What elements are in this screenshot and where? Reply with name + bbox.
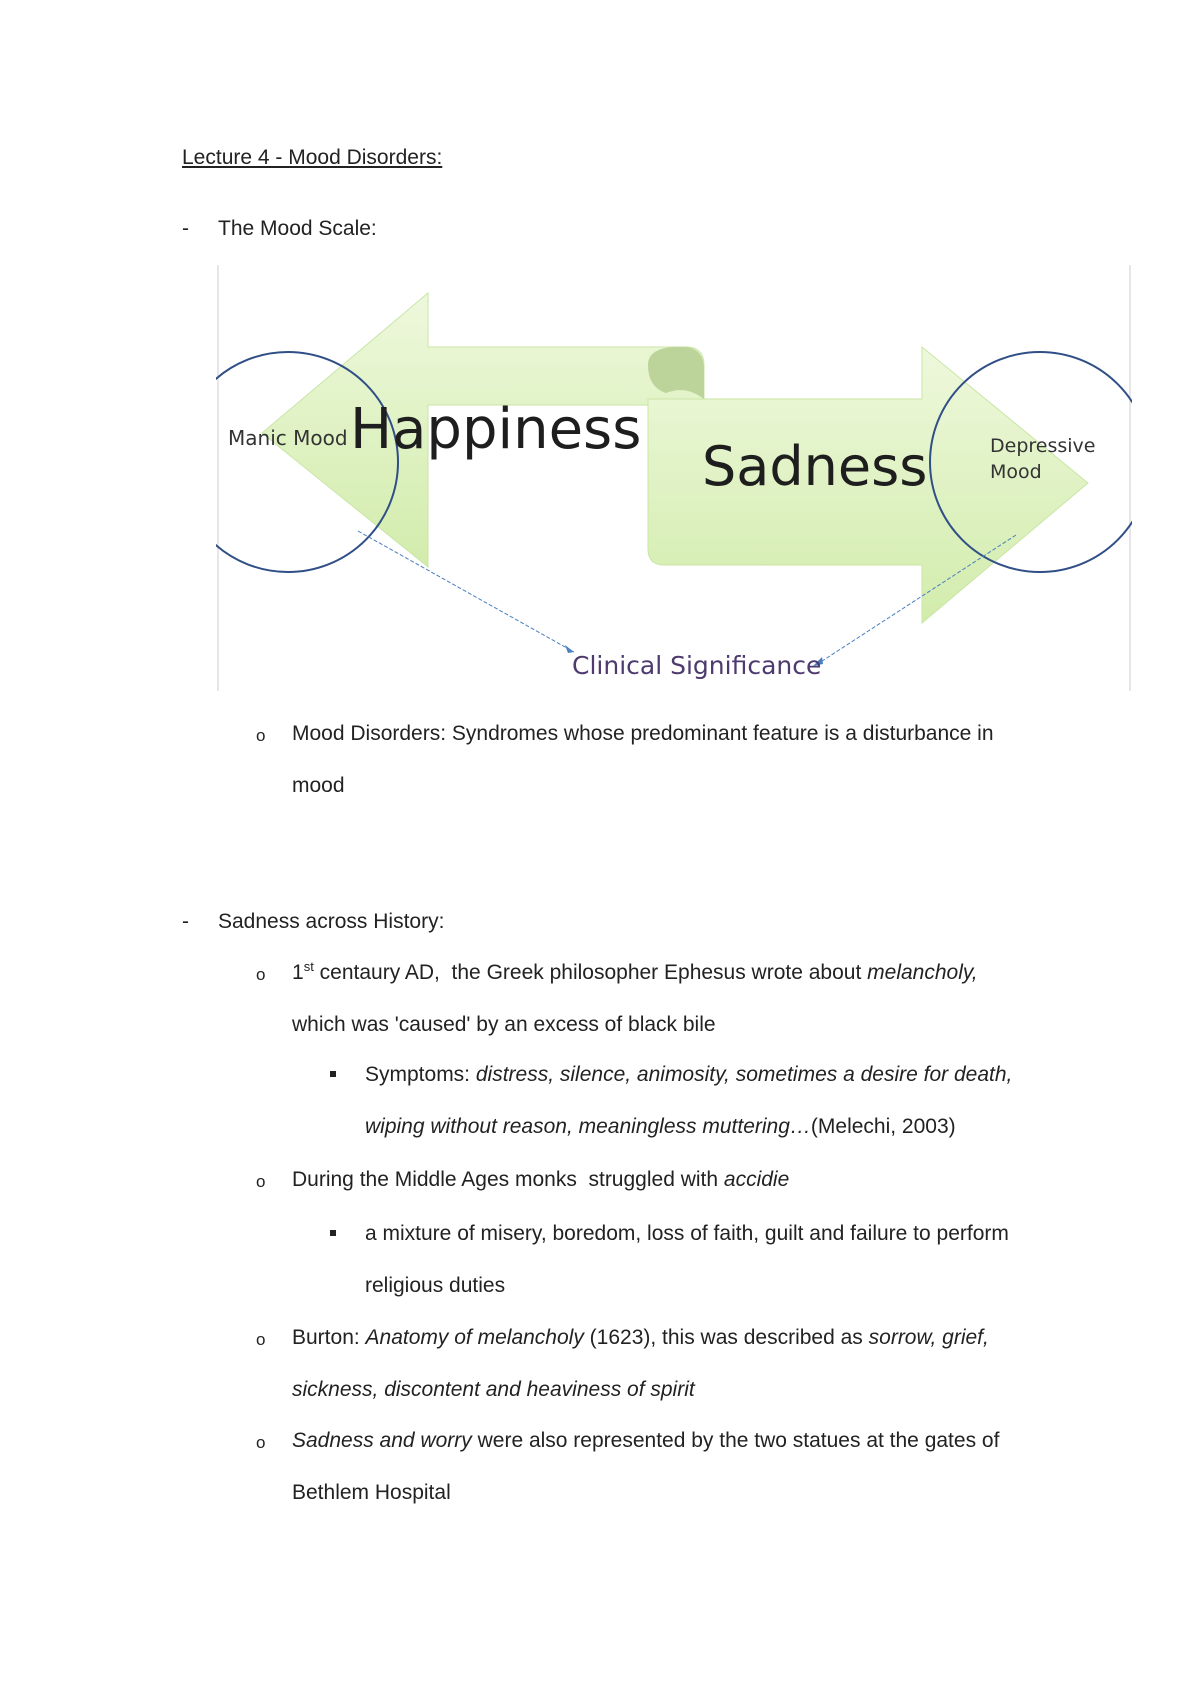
section-heading-mood-scale: The Mood Scale: <box>218 217 377 240</box>
history-item-3 <box>292 1326 989 1350</box>
happiness-label: Happiness <box>350 397 642 462</box>
item2-italic: accidie <box>723 1168 790 1191</box>
symptoms-line-1 <box>365 1063 1012 1087</box>
item4-text: were also represented by the two statues at the gates of <box>471 1429 1000 1452</box>
clinical-significance-label: Clinical Significance <box>572 651 822 680</box>
item4-italic: Sadness and worry <box>292 1429 472 1452</box>
item3-italic-end: sorrow, grief, <box>868 1326 989 1349</box>
sadness-label: Sadness <box>702 435 928 498</box>
accidie-line-1: a mixture of misery, boredom, loss of faith, guilt and failure to perform <box>365 1222 1009 1245</box>
item2-text: During the Middle Ages monks struggled with <box>292 1168 724 1191</box>
dash-bullet: - <box>182 217 189 240</box>
dash-bullet: - <box>182 910 189 933</box>
page-title: Lecture 4 - Mood Disorders: <box>182 146 443 169</box>
history-item-4-line2: Bethlem Hospital <box>292 1481 451 1504</box>
connector-left <box>358 531 574 652</box>
item3-middle: (1623), this was described as <box>583 1326 869 1349</box>
symptoms-italic-1: distress, silence, animosity, sometimes a desire for death, <box>475 1063 1013 1086</box>
history-item-2 <box>292 1168 789 1192</box>
circle-bullet: o <box>256 965 266 984</box>
square-bullet <box>330 1071 336 1077</box>
item1-italic: melancholy, <box>867 961 978 984</box>
item3-line2-italic: sickness, discontent and heaviness of spirit <box>292 1378 695 1401</box>
item1-text: centaury AD, the Greek philosopher Ephesus wrote about <box>313 961 868 984</box>
symptoms-italic-2: wiping without reason, meaningless muttering… <box>365 1115 811 1138</box>
circle-bullet: o <box>256 726 266 745</box>
depressive-label-line2: Mood <box>990 461 1042 483</box>
history-item-3-line2 <box>292 1378 695 1402</box>
definition-line-1: Mood Disorders: Syndromes whose predominant feature is a disturbance in <box>292 722 994 745</box>
depressive-label-line1: Depressive <box>990 435 1096 457</box>
mood-scale-diagram <box>216 265 1132 691</box>
circle-bullet: o <box>256 1330 266 1349</box>
history-item-4 <box>292 1429 999 1453</box>
item3-book-title: Anatomy of melancholy <box>365 1326 584 1349</box>
accidie-line-2: religious duties <box>365 1274 506 1297</box>
circle-bullet: o <box>256 1433 266 1452</box>
manic-mood-label: Manic Mood <box>228 426 348 450</box>
century-ordinal: st <box>303 959 314 974</box>
item3-prefix: Burton: <box>292 1326 366 1349</box>
symptoms-prefix: Symptoms: <box>365 1063 476 1086</box>
symptoms-line-2 <box>365 1115 956 1139</box>
square-bullet <box>330 1230 336 1236</box>
century-number: 1 <box>292 961 304 984</box>
circle-bullet: o <box>256 1172 266 1191</box>
history-item-1 <box>292 961 978 985</box>
section-heading-sadness-history: Sadness across History: <box>218 910 445 933</box>
history-item-1-line2: which was 'caused' by an excess of black bile <box>292 1013 716 1036</box>
symptoms-citation: (Melechi, 2003) <box>810 1115 956 1138</box>
definition-line-2: mood <box>292 774 345 797</box>
